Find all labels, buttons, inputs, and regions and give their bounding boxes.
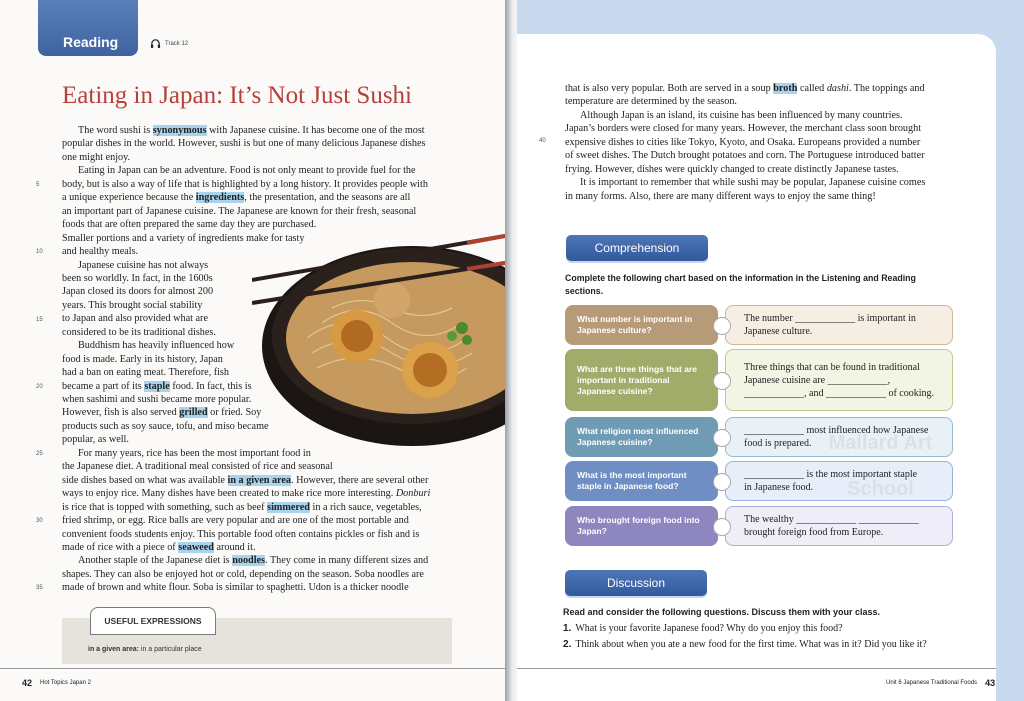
connector-icon [713, 473, 731, 491]
book-gutter [505, 0, 517, 701]
chart-answer[interactable] [725, 349, 953, 411]
headphones-icon [150, 38, 161, 49]
connector-icon [713, 372, 731, 390]
text-line: frying. However, dishes were quickly changed to create distinctly Japanese tastes. [565, 163, 899, 175]
answer-line: The wealthy ____________ ____________ [744, 514, 919, 525]
chart-answer[interactable] [725, 305, 953, 345]
text-line: temperature are determined by the season. [565, 96, 737, 108]
answer-line: The number ____________ is important in [744, 313, 916, 324]
text-line: made of brown and white flour. Soba is similar to spaghetti. Udon is a thicker noodle [62, 582, 409, 594]
discussion-question [563, 623, 843, 634]
answer-line: ____________ most influenced how Japanese [744, 425, 929, 436]
page-number-left: 42 [22, 678, 33, 688]
chart-question: What number is important in Japanese culture? [565, 305, 718, 345]
text-line: in many forms. Also, there are many different ways to enjoy the same thing! [565, 190, 876, 202]
footer-rule [0, 668, 505, 669]
answer-line: ____________ is the most important staple [744, 469, 918, 480]
text-line: The word sushi is synonymous with Japanese cuisine. It has become one of the most [78, 125, 425, 136]
text-line: had a ban on eating meat. Therefore, fish [62, 367, 229, 379]
text-line: body, but is also a way of life that is highlighted by a long history. It provides people with [62, 178, 428, 190]
line-number: 35 [36, 585, 43, 591]
text-line: Eating in Japan can be an adventure. Food is not only meant to provide fuel for the [78, 165, 416, 177]
text-line: convenient foods students enjoy. This portable food often contains pickles or fish and is [62, 528, 420, 540]
book-title: Hot Topics Japan 2 [40, 680, 91, 686]
vocab-highlight: simmered [267, 501, 310, 513]
text-line: For many years, rice has been the most important food in [78, 447, 311, 459]
text-line: an important part of Japanese cuisine. The Japanese are known for their fresh, seasonal [62, 205, 417, 217]
text-line: the Japanese diet. A traditional meal consisted of rice and seasonal [62, 461, 333, 473]
useful-expressions-title: USEFUL EXPRESSIONS [90, 607, 216, 635]
text-line: shapes. They can also be enjoyed hot or cold, depending on the season. Soba noodles are [62, 568, 424, 580]
vocab-highlight: noodles [232, 555, 266, 567]
track-label: Track 12 [165, 40, 189, 47]
left-footer [22, 678, 91, 688]
useful-expression [88, 646, 202, 653]
discussion-instructions: Read and consider the following questions. Discuss them with your class. [563, 607, 881, 617]
noodle-bowl-image [252, 228, 505, 448]
text-line: of sweet dishes. The Dutch brought potatoes and corn. The Portuguese introduced batter [565, 150, 925, 162]
answer-line: Three things that can be found in traditional [744, 361, 920, 373]
text-line: to Japan and also provided what are [62, 313, 208, 325]
useful-definition: in a particular place [138, 646, 202, 653]
text-line: became a part of its staple food. In fact, this is [62, 380, 252, 392]
vocab-highlight: staple [144, 380, 170, 392]
text-line: popular dishes in the world. However, sushi is but one of many delicious Japanese dishes [62, 138, 426, 150]
instructions-line-2: sections. [565, 286, 604, 296]
right-footer [886, 678, 995, 688]
text-line: Although Japan is an island, its cuisine has been influenced by many countries. [580, 109, 903, 121]
text-line: food is made. Early in its history, Japan [62, 353, 223, 365]
question-text: What is your favorite Japanese food? Why do you enjoy this food? [575, 623, 843, 634]
audio-track[interactable] [150, 38, 188, 49]
text-line: that is also very popular. Both are served in a soup broth called dashi. The toppings and [565, 83, 925, 94]
line-number: 10 [36, 249, 43, 255]
chart-question: What is the most important staple in Japanese food? [565, 461, 718, 501]
text-line: Japan closed its doors for almost 200 [62, 286, 214, 298]
discussion-heading: Discussion [565, 570, 707, 596]
text-line: Japanese cuisine has not always [78, 259, 209, 271]
vocab-highlight: grilled [179, 407, 208, 419]
text-line: ways to enjoy rice. Many dishes have been created to make rice more interesting. Donburi [62, 488, 431, 500]
text-line: However, fish is also served grilled or fried. Soy [62, 407, 262, 419]
vocab-highlight: in a given area [227, 474, 291, 486]
text-line: It is important to remember that while sushi may be popular, Japanese cuisine comes [580, 177, 926, 189]
line-number: 15 [36, 317, 43, 323]
watermark: Mallard Art School [828, 432, 933, 500]
text-line: when sashimi and sushi became more popular. [62, 394, 252, 405]
connector-icon [713, 317, 731, 335]
vocab-highlight: seaweed [178, 541, 214, 553]
text-line: been so worldly. In fact, in the 1600s [62, 272, 213, 284]
vocab-highlight: synonymous [152, 125, 207, 136]
article-title: Eating in Japan: It’s Not Just Sushi [62, 82, 412, 109]
page-number-right: 43 [985, 678, 996, 688]
text-line: considered to be its traditional dishes. [62, 326, 216, 338]
text-line: products such as soy sauce, tofu, and miso became [62, 420, 269, 432]
italic-term: dashi [826, 83, 849, 94]
chart-question: Who brought foreign food into Japan? [565, 506, 718, 546]
question-text: Think about when you ate a new food for the first time. What was in it? Did you like it? [575, 639, 927, 650]
text-line: years. This brought social stability [62, 299, 203, 311]
line-number: 25 [36, 451, 43, 457]
left-page [0, 0, 505, 701]
text-line: made of rice with a piece of seaweed around it. [62, 541, 256, 553]
text-line: expensive dishes to cities like Tokyo, Kyoto, and Osaka. Europeans provided a number [565, 136, 921, 148]
instructions-line-1: Complete the following chart based on the information in the Listening and Reading [565, 273, 916, 283]
line-number: 5 [36, 182, 40, 188]
connector-icon [713, 518, 731, 536]
vocab-highlight: ingredients [195, 192, 245, 204]
vocab-highlight: broth [773, 83, 798, 94]
chart-question: What religion most influenced Japanese cuisine? [565, 417, 718, 457]
text-line: Japan’s borders were closed for many years. However, the merchant class soon brought [565, 123, 922, 135]
text-line: a unique experience because the ingredients, the presentation, and the seasons are all [62, 192, 411, 204]
answer-line: food is prepared. [744, 438, 812, 449]
line-number: 30 [36, 518, 43, 524]
chart-answer[interactable] [725, 506, 953, 546]
text-line: is rice that is topped with something, such as beef simmered in a rich sauce, vegetables, [62, 501, 422, 513]
answer-line: brought foreign food from Europe. [744, 527, 884, 538]
answer-line: ____________, and ____________ of cooking. [744, 387, 934, 399]
section-tab-reading: Reading [38, 0, 138, 56]
footer-rule-right [517, 668, 996, 669]
discussion-question [563, 639, 927, 650]
text-line: Another staple of the Japanese diet is noodles. They come in many different sizes and [78, 555, 429, 567]
answer-line: Japanese cuisine are ____________, [744, 374, 891, 386]
text-line: one might enjoy. [62, 151, 131, 163]
comprehension-instructions [565, 272, 916, 298]
text-line: fried shrimp, or egg. Rice balls are very popular and are one of the most portable and [62, 515, 409, 527]
useful-term: in a given area: [88, 646, 139, 653]
italic-term: Donburi [395, 488, 431, 500]
text-line: Smaller portions and a variety of ingredients make for tasty [62, 232, 305, 244]
text-line: popular, as well. [62, 434, 129, 446]
chart-question: What are three things that are important in traditional Japanese cuisine? [565, 349, 718, 411]
line-number: 40 [539, 138, 546, 144]
question-number: 1. [563, 623, 572, 634]
question-number: 2. [563, 639, 572, 650]
comprehension-heading: Comprehension [566, 235, 708, 261]
answer-line: in Japanese food. [744, 482, 814, 493]
connector-icon [713, 429, 731, 447]
text-line: foods that are often prepared the same day they are purchased. [62, 219, 317, 231]
line-number: 20 [36, 384, 43, 390]
answer-line: Japanese culture. [744, 326, 813, 337]
text-line: Buddhism has heavily influenced how [78, 340, 235, 352]
text-line: side dishes based on what was available in a given area. However, there are several other [62, 474, 429, 486]
text-line: and healthy meals. [62, 246, 139, 258]
unit-label: Unit 6 Japanese Traditional Foods [886, 680, 978, 686]
